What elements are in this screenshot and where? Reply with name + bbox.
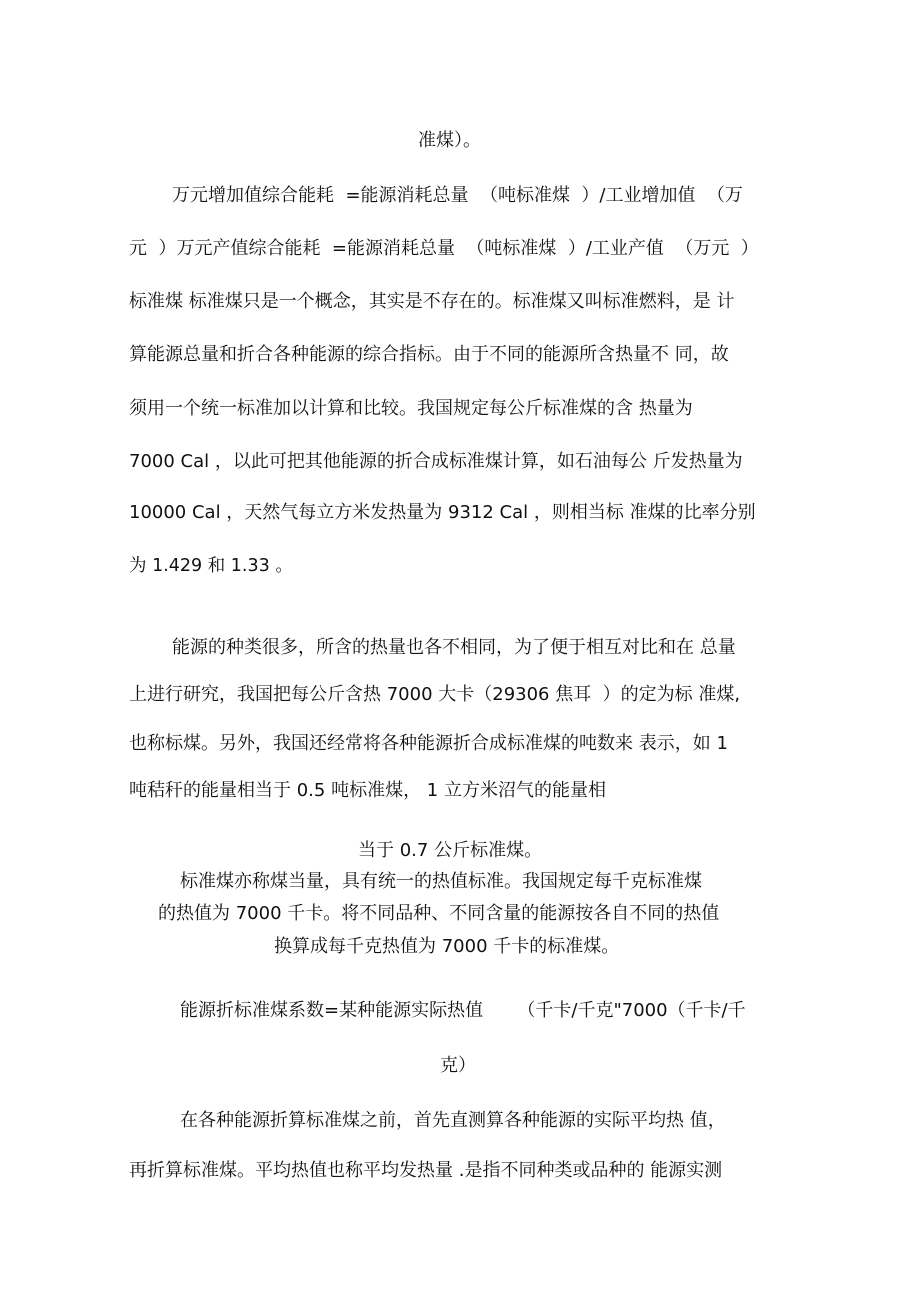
text-line-21: 再折算标准煤。平均热值也称平均发热量 .是指不同种类或品种的 能源实测 <box>129 1160 723 1181</box>
text-line-6: 须用一个统一标准加以计算和比较。我国规定每公斤标准煤的含 热量为 <box>129 398 693 419</box>
text-line-20: 在各种能源折算标准煤之前，首先直测算各种能源的实际平均热 值， <box>180 1110 726 1131</box>
text-line-14: 当于 0.7 公斤标准煤。 <box>358 840 543 861</box>
text-line-7: 7000 Cal ，以此可把其他能源的折合成标准煤计算，如石油每公 斤发热量为 <box>129 451 743 472</box>
text-line-19: 克） <box>440 1055 476 1076</box>
text-line-17: 换算成每千克热值为 7000 千卡的标准煤。 <box>274 936 620 957</box>
text-line-9: 为 1.429 和 1.33 。 <box>129 556 293 576</box>
text-line-1: 准煤）。 <box>418 130 481 151</box>
text-line-11: 上进行研究，我国把每公斤含热 7000 大卡（29306 焦耳 ）的定为标 准煤, <box>129 684 741 705</box>
text-line-4: 标准煤 标准煤只是一个概念，其实是不存在的。标准煤又叫标准燃料，是 计 <box>129 291 735 312</box>
text-line-3: 元 ）万元产值综合能耗 =能源消耗总量 （吨标准煤 ）/工业产值 （万元 ） <box>129 238 759 259</box>
text-line-12: 也称标煤。另外，我国还经常将各种能源折合成标准煤的吨数来 表示，如 1 <box>129 733 728 754</box>
text-line-8: 10000 Cal ，天然气每立方米发热量为 9312 Cal ，则相当标 准煤的比率分别 <box>129 502 756 523</box>
text-line-18: 能源折标准煤系数=某种能源实际热值 （千卡/千克"7000（千卡/千 <box>180 1000 746 1021</box>
text-line-5: 算能源总量和折合各种能源的综合指标。由于不同的能源所含热量不 同，故 <box>129 344 729 365</box>
text-line-13: 吨秸秆的能量相当于 0.5 吨标准煤， 1 立方米沼气的能量相 <box>129 780 606 801</box>
text-line-16: 的热值为 7000 千卡。将不同品种、不同含量的能源按各自不同的热值 <box>158 903 720 924</box>
text-line-2: 万元增加值综合能耗 =能源消耗总量 （吨标准煤 ）/工业增加值 （万 <box>172 185 743 206</box>
text-line-15: 标准煤亦称煤当量，具有统一的热值标准。我国规定每千克标准煤 <box>180 871 702 892</box>
text-line-10: 能源的种类很多，所含的热量也各不相同，为了便于相互对比和在 总量 <box>172 637 736 658</box>
